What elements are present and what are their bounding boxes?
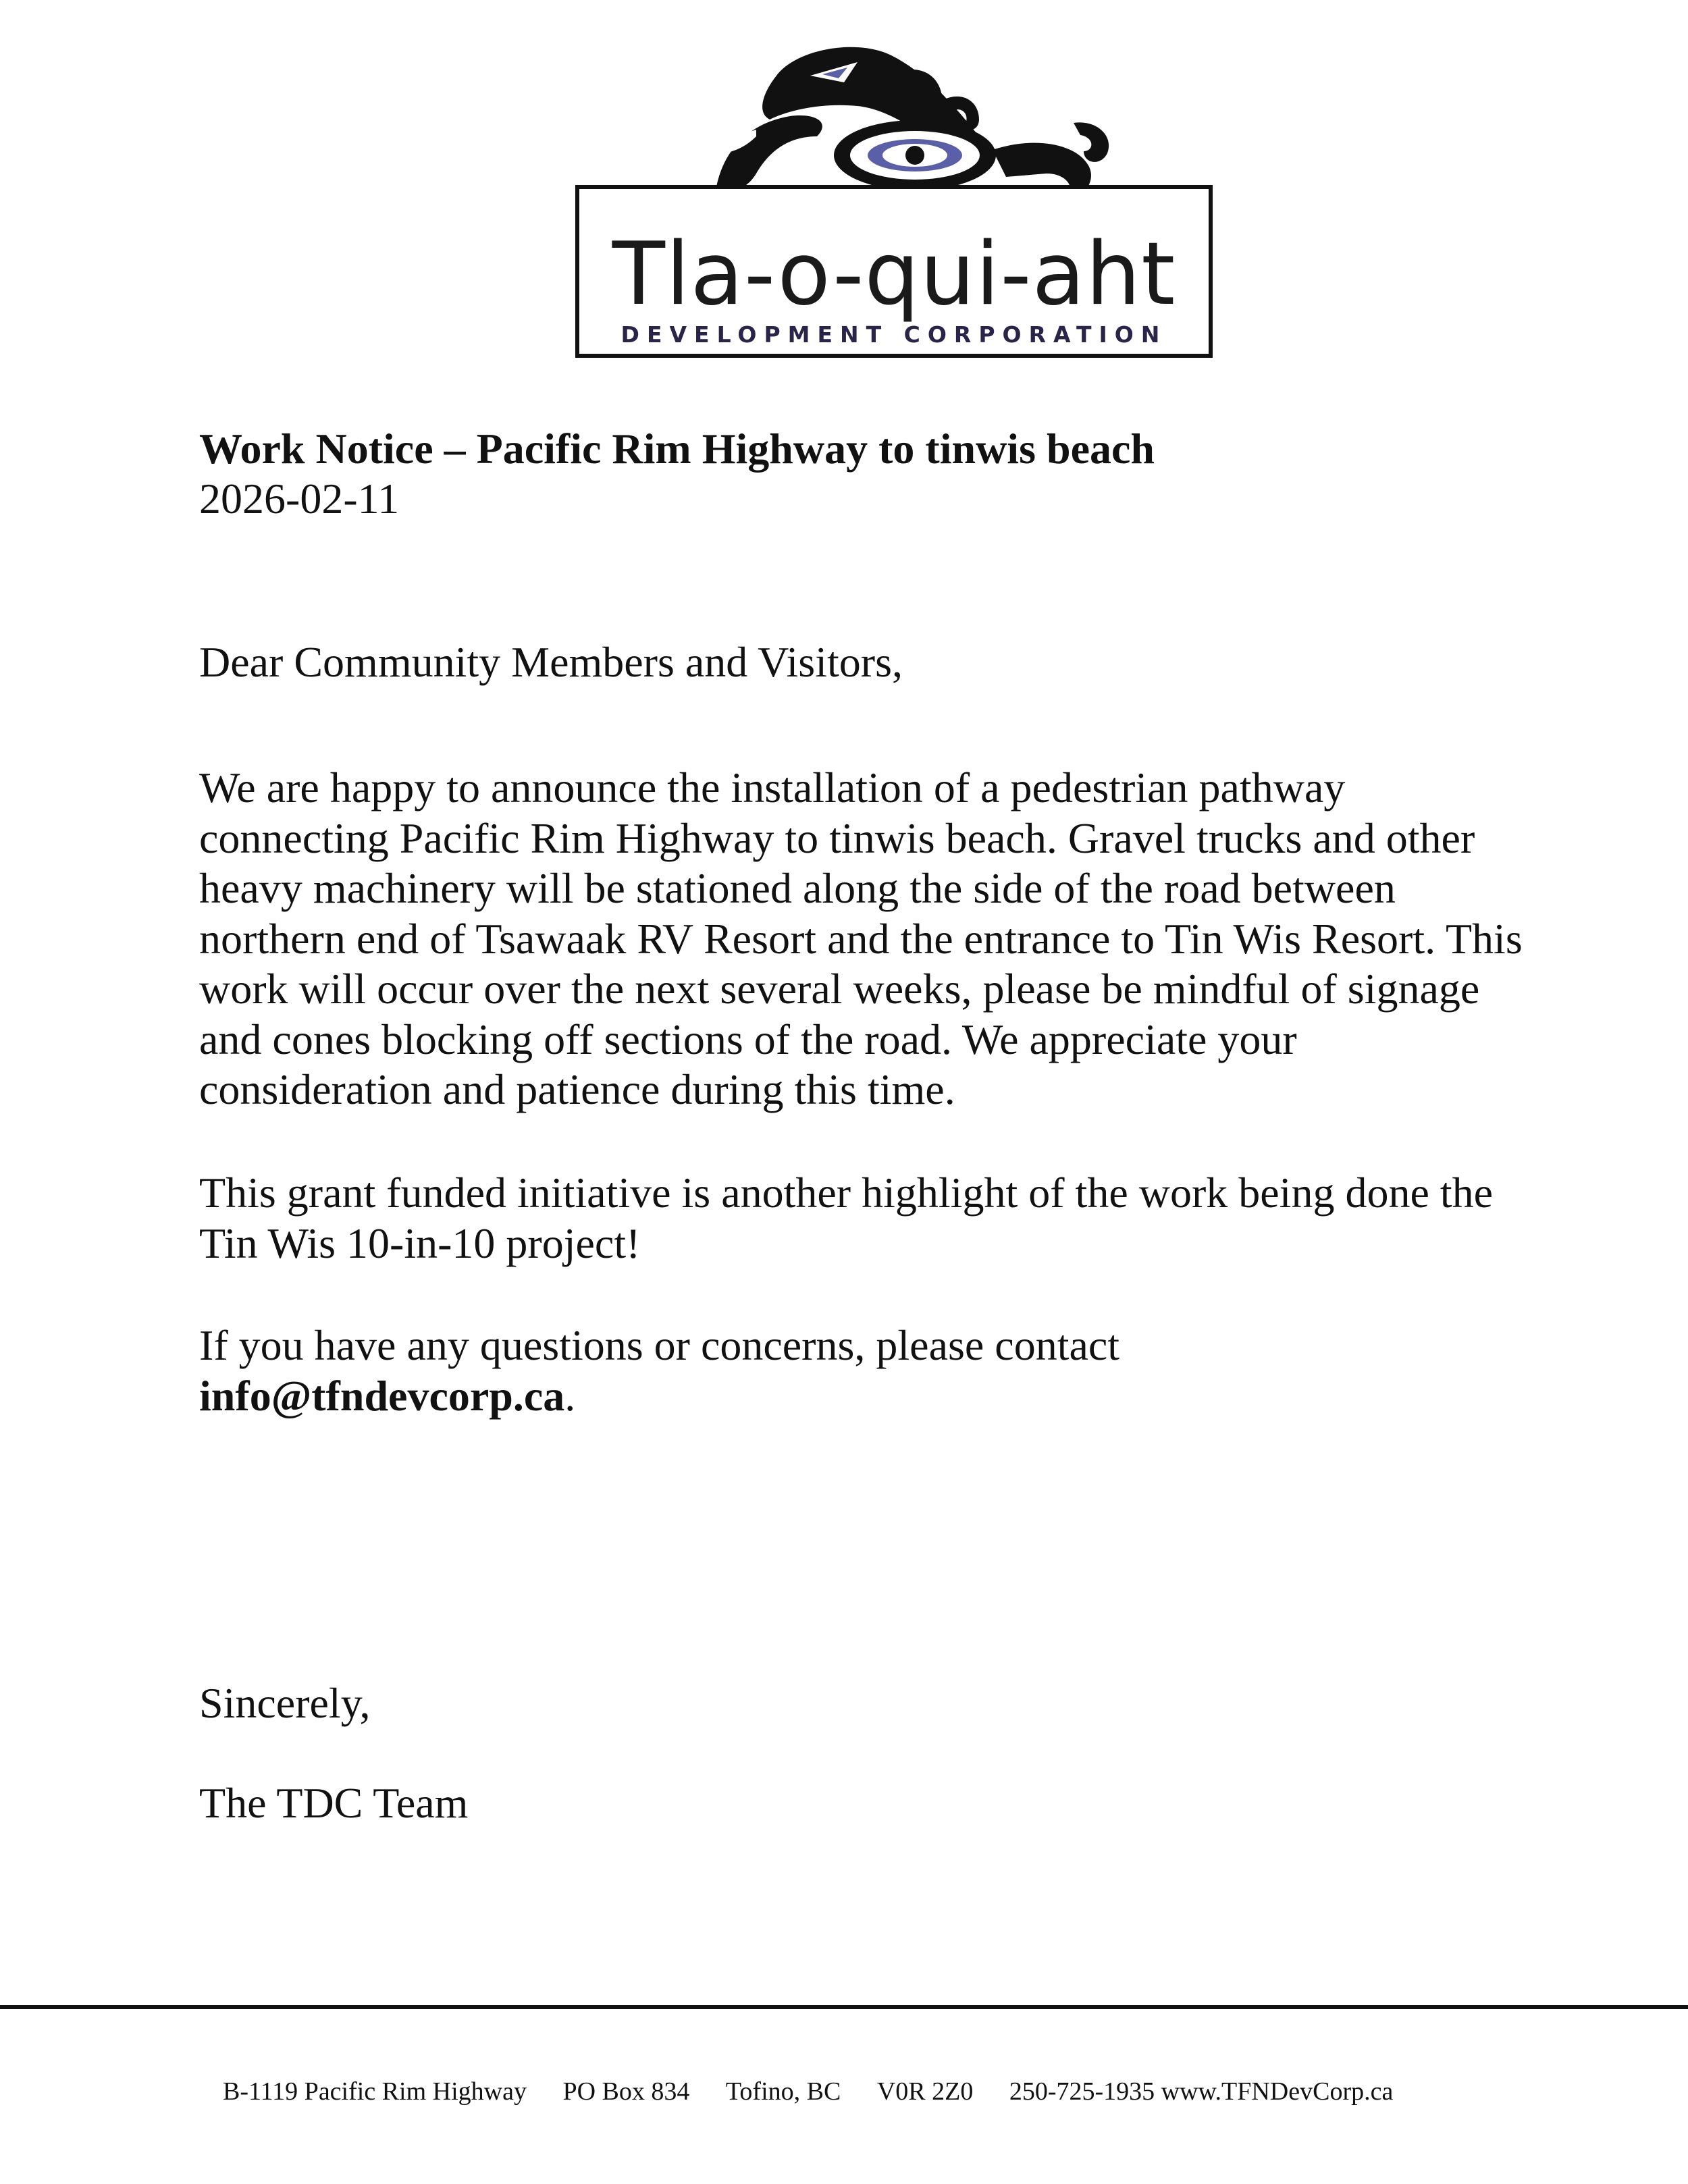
notice-date: 2026-02-11 (199, 475, 400, 523)
footer-city: Tofino, BC (725, 2077, 841, 2106)
letter-paragraph-3 (199, 1321, 1523, 1421)
footer-divider (0, 2005, 1688, 2009)
letter-paragraph-1: We are happy to announce the installation of a pedestrian pathway connecting Pacific Rim Highway to tinwis beach. Gravel trucks and other heavy machinery will be stationed along the side of the road between northern end of Tsawaak RV Resort and the entrance to Tin Wis Resort. This work will occur over the next several weeks, please be mindful of signage and cones blocking off sections of the road. We appreciate your consideration and patience during this time. (199, 764, 1523, 1113)
letter-paragraph-2: This grant funded initiative is another highlight of the work being done the Tin Wis 10-in-10 project! (199, 1169, 1494, 1267)
logo-frame (575, 185, 1213, 358)
footer-postal: V0R 2Z0 (876, 2077, 974, 2106)
contact-intro: If you have any questions or concerns, please contact (199, 1321, 1120, 1369)
footer-street: B-1119 Pacific Rim Highway (223, 2077, 527, 2106)
company-logo (574, 35, 1222, 366)
logo-subtitle: DEVELOPMENT CORPORATION (621, 321, 1167, 348)
footer-contact (223, 2077, 1393, 2106)
notice-title: Work Notice – Pacific Rim Highway to tinwis beach (199, 425, 1155, 473)
letter-closing: Sincerely, (199, 1679, 371, 1727)
footer-phone-web[interactable]: 250-725-1935 www.TFNDevCorp.ca (1009, 2077, 1394, 2106)
contact-period: . (564, 1371, 576, 1420)
letter-greeting: Dear Community Members and Visitors, (199, 638, 903, 686)
contact-email-link[interactable]: info@tfndevcorp.ca (199, 1371, 565, 1420)
footer-po-box: PO Box 834 (562, 2077, 690, 2106)
logo-wordmark: Tla-o-qui-aht (612, 224, 1176, 325)
letter-signature: The TDC Team (199, 1779, 469, 1827)
